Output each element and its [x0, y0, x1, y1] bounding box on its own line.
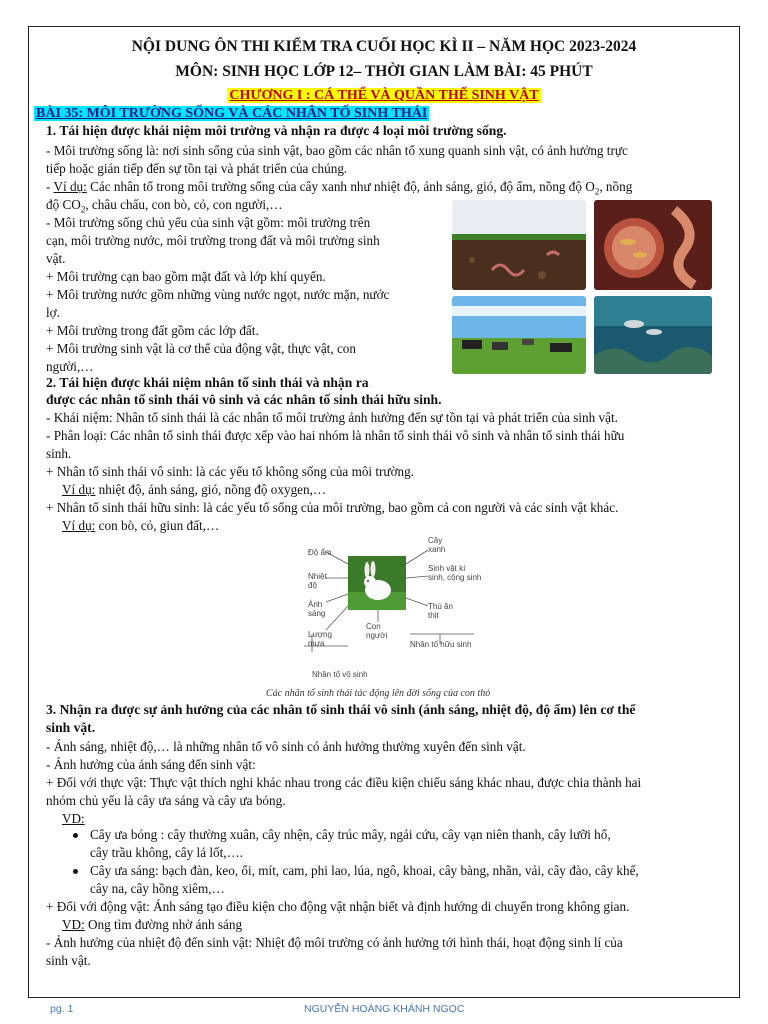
diagram-label-parasite: Sinh vật kí sinh, cộng sinh	[428, 564, 482, 582]
s1-line: cạn, môi trường nước, môi trường trong đất và môi trường sinh	[46, 233, 380, 248]
bullet-icon	[73, 833, 78, 838]
s1-line: + Môi trường sinh vật là cơ thể của động vật, thực vật, con	[46, 341, 356, 356]
organism-environment-image	[594, 200, 712, 290]
s3-line: - Ảnh hưởng của ánh sáng đến sinh vật:	[46, 757, 256, 772]
s1-line: + Môi trường trong đất gồm các lớp đất.	[46, 323, 259, 338]
sun-plants-line: cây na, cây hồng xiêm,…	[90, 881, 225, 896]
shade-plants-line: Cây ưa bóng : cây thường xuân, cây nhện, cây trúc mây, ngải cứu, cây vạn niên thanh, cây lưỡi hổ,	[90, 827, 611, 842]
s3-line: nhóm chủ yếu là cây ưa sáng và cây ưa bóng.	[46, 793, 286, 808]
diagram-label-rainfall: Lượng mưa	[308, 630, 332, 648]
soil-environment-image	[452, 200, 586, 290]
s1-line: + Môi trường nước gồm những vùng nước ngọt, nước mặn, nước	[46, 287, 390, 302]
chapter-heading: CHƯƠNG I : CÁ THỂ VÀ QUẦN THỂ SINH VẬT	[229, 88, 539, 103]
diagram-label-plant: Cây xanh	[428, 536, 446, 554]
diagram-label-human: Con người	[366, 622, 388, 640]
s3-line: - Ánh sáng, nhiệt độ,… là những nhân tố vô sinh có ảnh hưởng thường xuyên đến sinh vật.	[46, 739, 526, 754]
document-subtitle: MÔN: SINH HỌC LỚP 12– THỜI GIAN LÀM BÀI: 45 PHÚT	[175, 63, 593, 80]
s1-line: vật.	[46, 251, 66, 266]
s1-line: lợ.	[46, 305, 60, 320]
s2-line: - Phân loại: Các nhân tố sinh thái được xếp vào hai nhóm là nhân tố sinh thái vô sinh và nhân tố sinh thái hữu	[46, 428, 625, 443]
s1-line: độ $CO_2$, châu chấu, con bò, cỏ, con người,…	[46, 197, 283, 215]
s1-line: - Môi trường sống chủ yếu của sinh vật gồm: môi trường trên	[46, 215, 371, 230]
lesson-heading: BÀI 35: MÔI TRƯỜNG SỐNG VÀ CÁC NHÂN TỐ SINH THÁI	[36, 106, 428, 121]
diagram-label-temperature: Nhiệt độ	[308, 572, 327, 590]
water-environment-image	[594, 296, 712, 374]
s2-line: + Nhân tố sinh thái vô sinh: là các yếu tố không sống của môi trường.	[46, 464, 415, 479]
s1-line: + Môi trường cạn bao gồm mặt đất và lớp khí quyển.	[46, 269, 326, 284]
diagram-label-light: Ánh sáng	[308, 600, 326, 618]
diagram-label-abiotic: Nhân tố vô sinh	[312, 670, 368, 679]
sun-plants-line: Cây ưa sáng: bạch đàn, keo, ổi, mít, cam, phi lao, lúa, ngô, khoai, cây bàng, nhãn, vải, cây đào, cây khế,	[90, 863, 639, 878]
s3-line: + Đối với động vật: Ánh sáng tạo điều kiện cho động vật nhận biết và định hướng di chuyển trong không gian.	[46, 899, 630, 914]
document-title: NỘI DUNG ÔN THI KIỂM TRA CUỐI HỌC KÌ II – NĂM HỌC 2023-2024	[131, 38, 637, 55]
bullet-icon	[73, 869, 78, 874]
s3-line: + Đối với thực vật: Thực vật thích nghi khác nhau trong các điều kiện chiếu sáng khác nhau, được chia thành hai	[46, 775, 642, 790]
s3-line: - Ảnh hưởng của nhiệt độ đến sinh vật: Nhiệt độ môi trường có ảnh hưởng tới hình thái, hoạt động sinh lí của	[46, 935, 623, 950]
s3-example-line: VD: Ong tìm đường nhờ ánh sáng	[62, 917, 243, 932]
s3-line: sinh vật.	[46, 953, 91, 968]
s2-line: sinh.	[46, 446, 72, 461]
s1-line: - Môi trường sống là: nơi sinh sống của sinh vật, bao gồm các nhân tố xung quanh sinh vật, có ảnh hưởng trực	[46, 143, 628, 158]
s1-line: người,…	[46, 359, 94, 374]
s1-example-line: - Ví dụ: Các nhân tố trong môi trường sống của cây xanh như nhiệt độ, ánh sáng, gió, độ ẩm, nồng độ $O_2$, nồng	[46, 179, 633, 197]
diagram-label-carnivore: Thú ăn thịt	[428, 602, 453, 620]
section-2-heading-line1: 2. Tái hiện được khái niệm nhân tố sinh thái và nhận ra	[46, 375, 369, 390]
rabbit-image	[348, 556, 406, 610]
s1-line: tiếp hoặc gián tiếp đến sự tồn tại và phát triển của chúng.	[46, 161, 348, 176]
s2-line: + Nhân tố sinh thái hữu sinh: là các yếu tố sống của môi trường, bao gồm cả con người và các sinh vật khác.	[46, 500, 619, 515]
s3-example-label: VD:	[62, 811, 85, 826]
s2-example-line: Ví dụ: con bò, cỏ, giun đất,…	[62, 518, 220, 533]
s2-example-line: Ví dụ: nhiệt độ, ánh sáng, gió, nồng độ oxygen,…	[62, 482, 327, 497]
shade-plants-line: cây trầu không, cây lá lốt,….	[90, 845, 244, 860]
section-3-heading-line2: sinh vật.	[46, 720, 96, 735]
page-number: pg. 1	[50, 1003, 74, 1015]
land-environment-image	[452, 296, 586, 374]
diagram-label-biotic: Nhân tố hữu sinh	[410, 640, 472, 649]
diagram-label-humidity: Độ ẩm	[308, 548, 332, 557]
s2-line: - Khái niệm: Nhân tố sinh thái là các nhân tố môi trường ảnh hưởng đến sự tồn tại và phát triển của sinh vật.	[46, 410, 618, 425]
section-1-heading: 1. Tái hiện được khái niệm môi trường và nhận ra được 4 loại môi trường sống.	[46, 123, 507, 138]
section-3-heading-line1: 3. Nhận ra được sự ảnh hưởng của các nhân tố sinh thái vô sinh (ánh sáng, nhiệt độ, độ ẩm) lên cơ thể	[46, 702, 636, 717]
diagram-caption: Các nhân tố sinh thái tác động lên đời sống của con thỏ	[266, 688, 491, 699]
section-2-heading-line2: được các nhân tố sinh thái vô sinh và các nhân tố sinh thái hữu sinh.	[46, 392, 442, 407]
footer-author: NGUYỄN HOÀNG KHÁNH NGỌC	[304, 1003, 465, 1015]
